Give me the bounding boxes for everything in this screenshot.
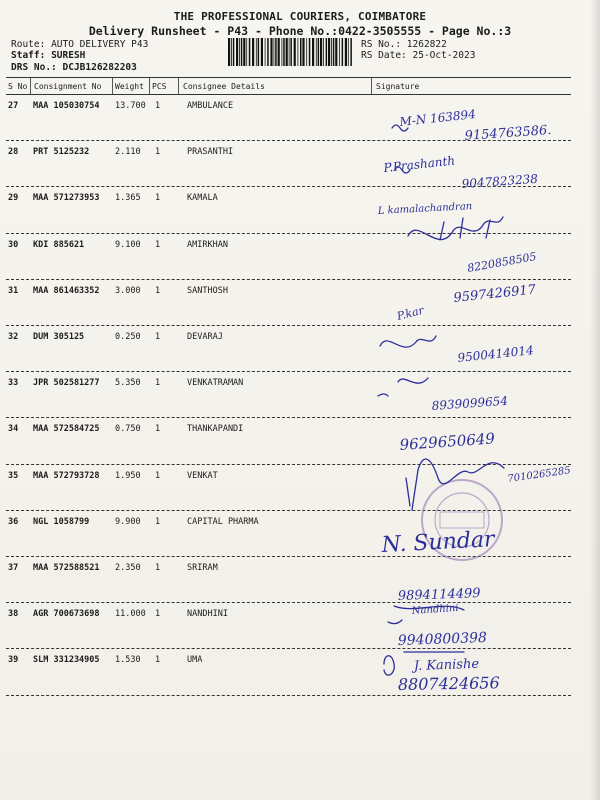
row-divider bbox=[6, 279, 571, 280]
barcode-bar bbox=[339, 38, 340, 66]
cell-consignment: MAA 572793728 bbox=[33, 470, 100, 481]
cell-weight: 1.365 bbox=[115, 193, 141, 204]
signature-text: 9894114499 bbox=[397, 586, 481, 604]
barcode-bar bbox=[335, 38, 337, 66]
col-weight: Weight bbox=[115, 82, 144, 91]
cell-weight: 0.250 bbox=[115, 332, 141, 342]
barcode-bar bbox=[331, 38, 332, 66]
barcode-bar bbox=[348, 38, 349, 66]
barcode-bar bbox=[252, 38, 254, 66]
cell-consignment: MAA 572584725 bbox=[33, 424, 100, 435]
barcode-bar bbox=[231, 38, 232, 66]
col-pcs: PCS bbox=[152, 82, 167, 91]
cell-sno: 35 bbox=[8, 470, 19, 481]
barcode-bar bbox=[246, 38, 247, 66]
table-top-rule bbox=[6, 77, 571, 78]
cell-weight: 9.900 bbox=[115, 516, 141, 527]
cell-consignee: PRASANTHI bbox=[187, 147, 234, 158]
barcode-bar bbox=[309, 38, 311, 66]
cell-weight: 2.350 bbox=[115, 563, 141, 573]
barcode-bar bbox=[236, 38, 238, 66]
cell-pcs: 1 bbox=[155, 516, 161, 527]
cell-sno: 27 bbox=[8, 101, 19, 111]
row-divider bbox=[6, 186, 571, 187]
barcode-bar bbox=[350, 38, 352, 66]
barcode-bar bbox=[265, 38, 266, 66]
cell-pcs: 1 bbox=[155, 239, 161, 250]
barcode-bar bbox=[270, 38, 272, 66]
cell-weight: 0.750 bbox=[115, 424, 141, 435]
signature-text: P.kar bbox=[395, 303, 426, 323]
barcode-bar bbox=[320, 38, 322, 66]
barcode-bar bbox=[306, 38, 307, 66]
signature-text: 8220858505 bbox=[466, 249, 538, 275]
barcode-bar bbox=[249, 38, 251, 66]
barcode-bar bbox=[286, 38, 288, 66]
col-divider bbox=[30, 78, 31, 94]
barcode bbox=[228, 38, 354, 66]
row-divider bbox=[6, 417, 571, 418]
cell-consignee: VENKAT bbox=[187, 470, 218, 481]
cell-consignee: SANTHOSH bbox=[187, 285, 228, 296]
barcode-bar bbox=[342, 38, 344, 66]
barcode-bar bbox=[302, 38, 304, 66]
signature-text: Nandhini bbox=[411, 602, 459, 617]
cell-pcs: 1 bbox=[155, 285, 161, 296]
cell-sno: 30 bbox=[8, 239, 19, 250]
barcode-bar bbox=[298, 38, 299, 66]
cell-pcs: 1 bbox=[155, 147, 161, 158]
signature-text: 7010265285 bbox=[506, 465, 572, 485]
cell-sno: 36 bbox=[8, 516, 19, 527]
barcode-bar bbox=[300, 38, 302, 66]
row-divider bbox=[6, 325, 571, 326]
cell-pcs: 1 bbox=[155, 655, 161, 666]
cell-consignment: NGL 1058799 bbox=[33, 516, 90, 527]
barcode-bar bbox=[290, 38, 292, 66]
rs-no-label: RS No.: bbox=[361, 39, 402, 50]
col-divider bbox=[149, 78, 150, 94]
cell-consignee: UMA bbox=[187, 655, 203, 666]
cell-sno: 34 bbox=[8, 424, 19, 435]
cell-weight: 11.000 bbox=[115, 609, 146, 620]
barcode-bar bbox=[278, 38, 280, 66]
route-value: AUTO DELIVERY P43 bbox=[51, 39, 149, 50]
cell-consignee: DEVARAJ bbox=[187, 332, 223, 342]
col-sno: S No bbox=[8, 82, 28, 91]
signature-text: M-N 163894 bbox=[398, 107, 477, 129]
table-row bbox=[0, 281, 600, 327]
company-name: THE PROFESSIONAL COURIERS, COIMBATORE bbox=[173, 10, 427, 23]
staff-label: Staff: bbox=[11, 50, 46, 61]
cell-pcs: 1 bbox=[155, 101, 161, 111]
rs-no-line bbox=[361, 39, 447, 50]
cell-consignment: JPR 502581277 bbox=[33, 378, 100, 389]
table-row bbox=[0, 235, 600, 281]
signature-text: P.Prashanth bbox=[382, 153, 456, 175]
cell-pcs: 1 bbox=[155, 378, 161, 389]
route-label: Route: bbox=[11, 39, 46, 50]
col-divider bbox=[112, 78, 113, 94]
row-divider bbox=[6, 140, 571, 141]
cell-consignee: NANDHINI bbox=[187, 609, 228, 620]
barcode-bar bbox=[289, 38, 290, 66]
cell-weight: 13.700 bbox=[115, 101, 146, 111]
barcode-bar bbox=[239, 38, 240, 66]
barcode-bar bbox=[258, 38, 260, 66]
drs-value: DCJB126282203 bbox=[62, 62, 137, 73]
cell-weight: 9.100 bbox=[115, 239, 141, 250]
barcode-bar bbox=[316, 38, 317, 66]
barcode-bar bbox=[275, 38, 277, 66]
cell-pcs: 1 bbox=[155, 609, 161, 620]
cell-sno: 39 bbox=[8, 655, 19, 666]
cell-consignee: AMIRKHAN bbox=[187, 239, 228, 250]
cell-sno: 31 bbox=[8, 285, 19, 296]
rs-date-line bbox=[361, 50, 475, 61]
barcode-bar bbox=[318, 38, 320, 66]
row-divider bbox=[6, 602, 571, 603]
signature-text: 9500414014 bbox=[456, 343, 535, 365]
cell-weight: 1.950 bbox=[115, 470, 141, 481]
table-row bbox=[0, 327, 600, 373]
barcode-bar bbox=[323, 38, 324, 66]
cell-pcs: 1 bbox=[155, 193, 161, 204]
cell-consignment: MAA 571273953 bbox=[33, 193, 100, 204]
barcode-bar bbox=[333, 38, 335, 66]
rs-date-label: RS Date: bbox=[361, 50, 407, 61]
table-row bbox=[0, 466, 600, 512]
col-divider bbox=[371, 78, 372, 94]
signature-text: 8807424656 bbox=[397, 673, 500, 694]
row-divider bbox=[6, 695, 571, 696]
signature-text: 9597426917 bbox=[452, 282, 537, 306]
col-signature: Signature bbox=[376, 82, 420, 91]
cell-sno: 29 bbox=[8, 193, 19, 204]
cell-pcs: 1 bbox=[155, 332, 161, 342]
cell-consignee: AMBULANCE bbox=[187, 101, 234, 111]
cell-consignee: KAMALA bbox=[187, 193, 218, 204]
barcode-bar bbox=[283, 38, 285, 66]
cell-consignee: CAPITAL PHARMA bbox=[187, 516, 259, 527]
table-row bbox=[0, 96, 600, 142]
barcode-bar bbox=[326, 38, 328, 66]
table-row bbox=[0, 373, 600, 419]
barcode-bar bbox=[312, 38, 314, 66]
cell-consignee: THANKAPANDI bbox=[187, 424, 244, 435]
barcode-bar bbox=[261, 38, 263, 66]
staff-value: SURESH bbox=[51, 50, 86, 61]
barcode-bar bbox=[294, 38, 296, 66]
runsheet-title: Delivery Runsheet - P43 - Phone No.:0422-3505555 - Page No.:3 bbox=[88, 24, 512, 38]
table-row bbox=[0, 558, 600, 604]
cell-weight: 1.530 bbox=[115, 655, 141, 666]
table-row bbox=[0, 604, 600, 650]
row-divider bbox=[6, 233, 571, 234]
table-header-rule bbox=[6, 94, 571, 95]
cell-consignment: MAA 105030754 bbox=[33, 101, 100, 111]
signature-text: J. Kanishe bbox=[413, 656, 480, 674]
cell-sno: 28 bbox=[8, 147, 19, 158]
cell-consignment: DUM 305125 bbox=[33, 332, 85, 342]
table-row bbox=[0, 512, 600, 558]
cell-weight: 5.350 bbox=[115, 378, 141, 389]
col-divider bbox=[178, 78, 179, 94]
row-divider bbox=[6, 648, 571, 649]
drs-line bbox=[11, 62, 137, 73]
drs-label: DRS No.: bbox=[11, 62, 57, 73]
signature-text: 8939099654 bbox=[431, 393, 509, 413]
barcode-bar bbox=[267, 38, 269, 66]
signature-text: 9154763586. bbox=[464, 122, 552, 144]
barcode-bar bbox=[233, 38, 235, 66]
table-row bbox=[0, 419, 600, 465]
signature-text: L kamalachandran bbox=[377, 201, 473, 217]
staff-line bbox=[11, 50, 85, 61]
cell-pcs: 1 bbox=[155, 424, 161, 435]
row-divider bbox=[6, 464, 571, 465]
cell-consignment: SLM 331234905 bbox=[33, 655, 100, 666]
rs-no-value: 1262822 bbox=[406, 39, 447, 50]
col-consignee: Consignee Details bbox=[183, 82, 265, 91]
cell-consignment: PRT 5125232 bbox=[33, 147, 90, 158]
route-line bbox=[11, 39, 148, 50]
cell-sno: 38 bbox=[8, 609, 19, 620]
cell-pcs: 1 bbox=[155, 470, 161, 481]
barcode-bar bbox=[282, 38, 283, 66]
cell-consignment: MAA 572588521 bbox=[33, 563, 100, 573]
cell-weight: 2.110 bbox=[115, 147, 141, 158]
cell-sno: 37 bbox=[8, 563, 19, 573]
col-consignment: Consignment No bbox=[34, 82, 102, 91]
row-divider bbox=[6, 556, 571, 557]
cell-consignment: AGR 700673698 bbox=[33, 609, 100, 620]
barcode-bar bbox=[328, 38, 330, 66]
barcode-bar bbox=[256, 38, 257, 66]
rs-date-value: 25-Oct-2023 bbox=[412, 50, 476, 61]
cell-consignee: VENKATRAMAN bbox=[187, 378, 244, 389]
barcode-bar bbox=[345, 38, 347, 66]
table-row bbox=[0, 188, 600, 234]
signature-text: 9629650649 bbox=[399, 429, 496, 454]
barcode-bar bbox=[241, 38, 243, 66]
cell-weight: 3.000 bbox=[115, 285, 141, 296]
barcode-bar bbox=[274, 38, 275, 66]
table-row bbox=[0, 142, 600, 188]
row-divider bbox=[6, 510, 571, 511]
signature-text: 9940800398 bbox=[397, 629, 488, 649]
signature-text: 9047823238 bbox=[461, 171, 539, 191]
cell-consignee: SRIRAM bbox=[187, 563, 218, 573]
barcode-bar bbox=[228, 38, 230, 66]
cell-consignment: MAA 861463352 bbox=[33, 285, 100, 296]
cell-pcs: 1 bbox=[155, 563, 161, 573]
table-row bbox=[0, 650, 600, 696]
signature-text: N. Sundar bbox=[381, 527, 496, 558]
row-divider bbox=[6, 371, 571, 372]
cell-consignment: KDI 885621 bbox=[33, 239, 85, 250]
cell-sno: 33 bbox=[8, 378, 19, 389]
cell-sno: 32 bbox=[8, 332, 19, 342]
barcode-bar bbox=[243, 38, 245, 66]
